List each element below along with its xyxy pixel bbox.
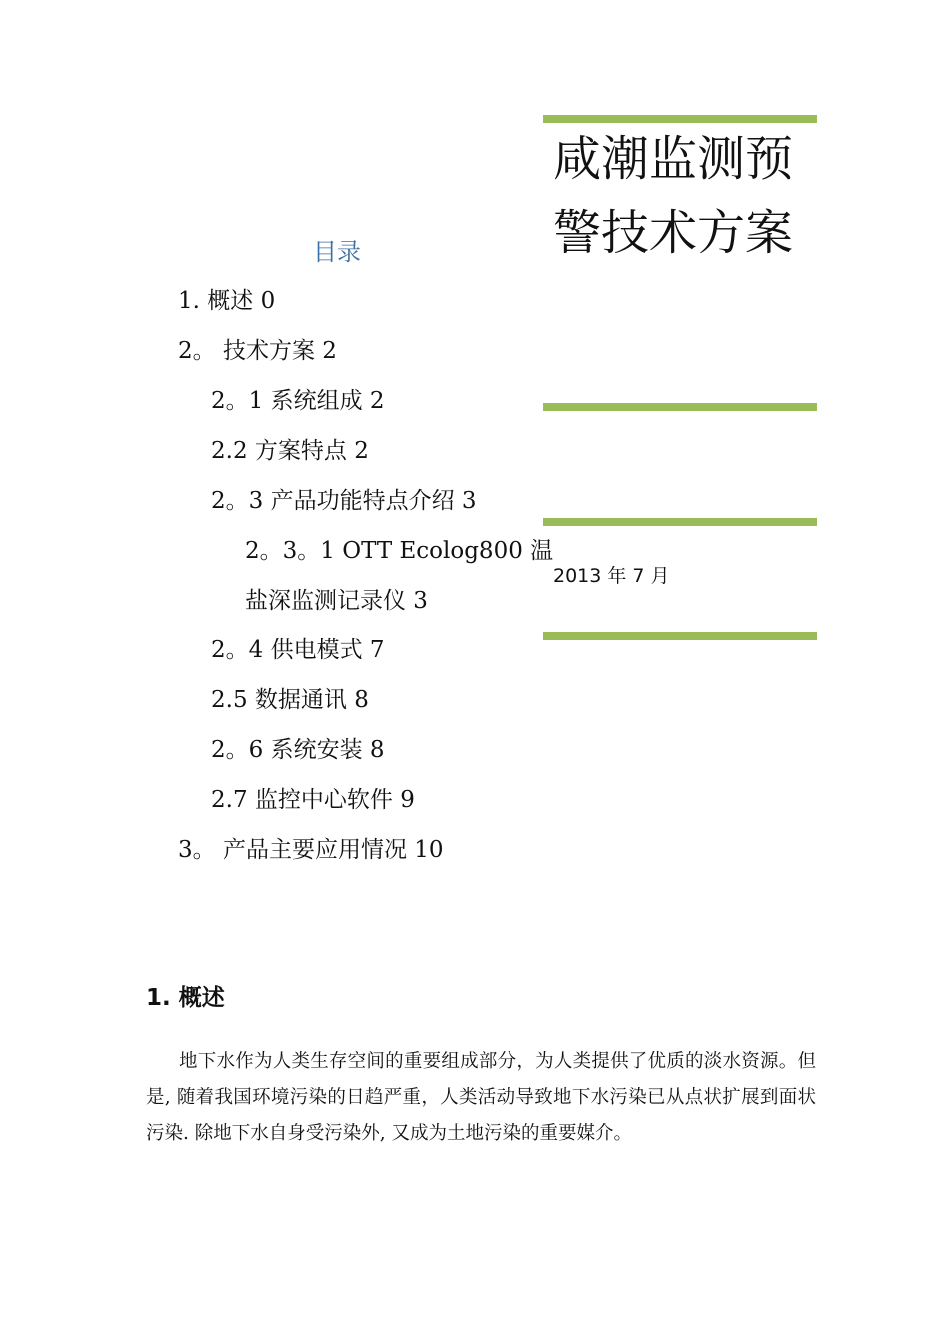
body-paragraph: 地下水作为人类生存空间的重要组成部分，为人类提供了优质的淡水资源。但是, 随着我国环境污染的日趋严重，人类活动导致地下水污染已从点状扩展到面状污染. 除地下水自身受污染外, 又成为土地污染的重要媒介。 — [146, 1051, 816, 1144]
toc-item[interactable]: 2。6 系统安装 8 — [211, 737, 385, 763]
accent-bar-date-top — [543, 518, 817, 526]
toc-item[interactable]: 3。 产品主要应用情况 10 — [178, 837, 444, 863]
accent-bar-date-bottom — [543, 632, 817, 640]
toc-item[interactable]: 盐深监测记录仪 3 — [245, 588, 428, 614]
toc-item[interactable]: 2。 技术方案 2 — [178, 338, 337, 364]
toc-item[interactable]: 2。3。1 OTT Ecolog800 温 — [245, 538, 554, 564]
toc-item[interactable]: 2.5 数据通讯 8 — [211, 687, 369, 713]
toc-item[interactable]: 2.7 监控中心软件 9 — [211, 787, 415, 813]
document-title: 咸潮监测预警技术方案 — [553, 131, 794, 261]
toc-item[interactable]: 2。1 系统组成 2 — [211, 388, 385, 414]
toc-item[interactable]: 2。4 供电模式 7 — [211, 637, 385, 663]
toc-title: 目录 — [313, 238, 361, 266]
document-date: 2013 年 7 月 — [553, 565, 670, 587]
toc-item[interactable]: 1. 概述 0 — [178, 288, 276, 314]
accent-bar-mid — [543, 403, 817, 411]
toc-item[interactable]: 2.2 方案特点 2 — [211, 438, 369, 464]
toc-item[interactable]: 2。3 产品功能特点介绍 3 — [211, 488, 477, 514]
section-heading: 1. 概述 — [146, 985, 225, 1011]
